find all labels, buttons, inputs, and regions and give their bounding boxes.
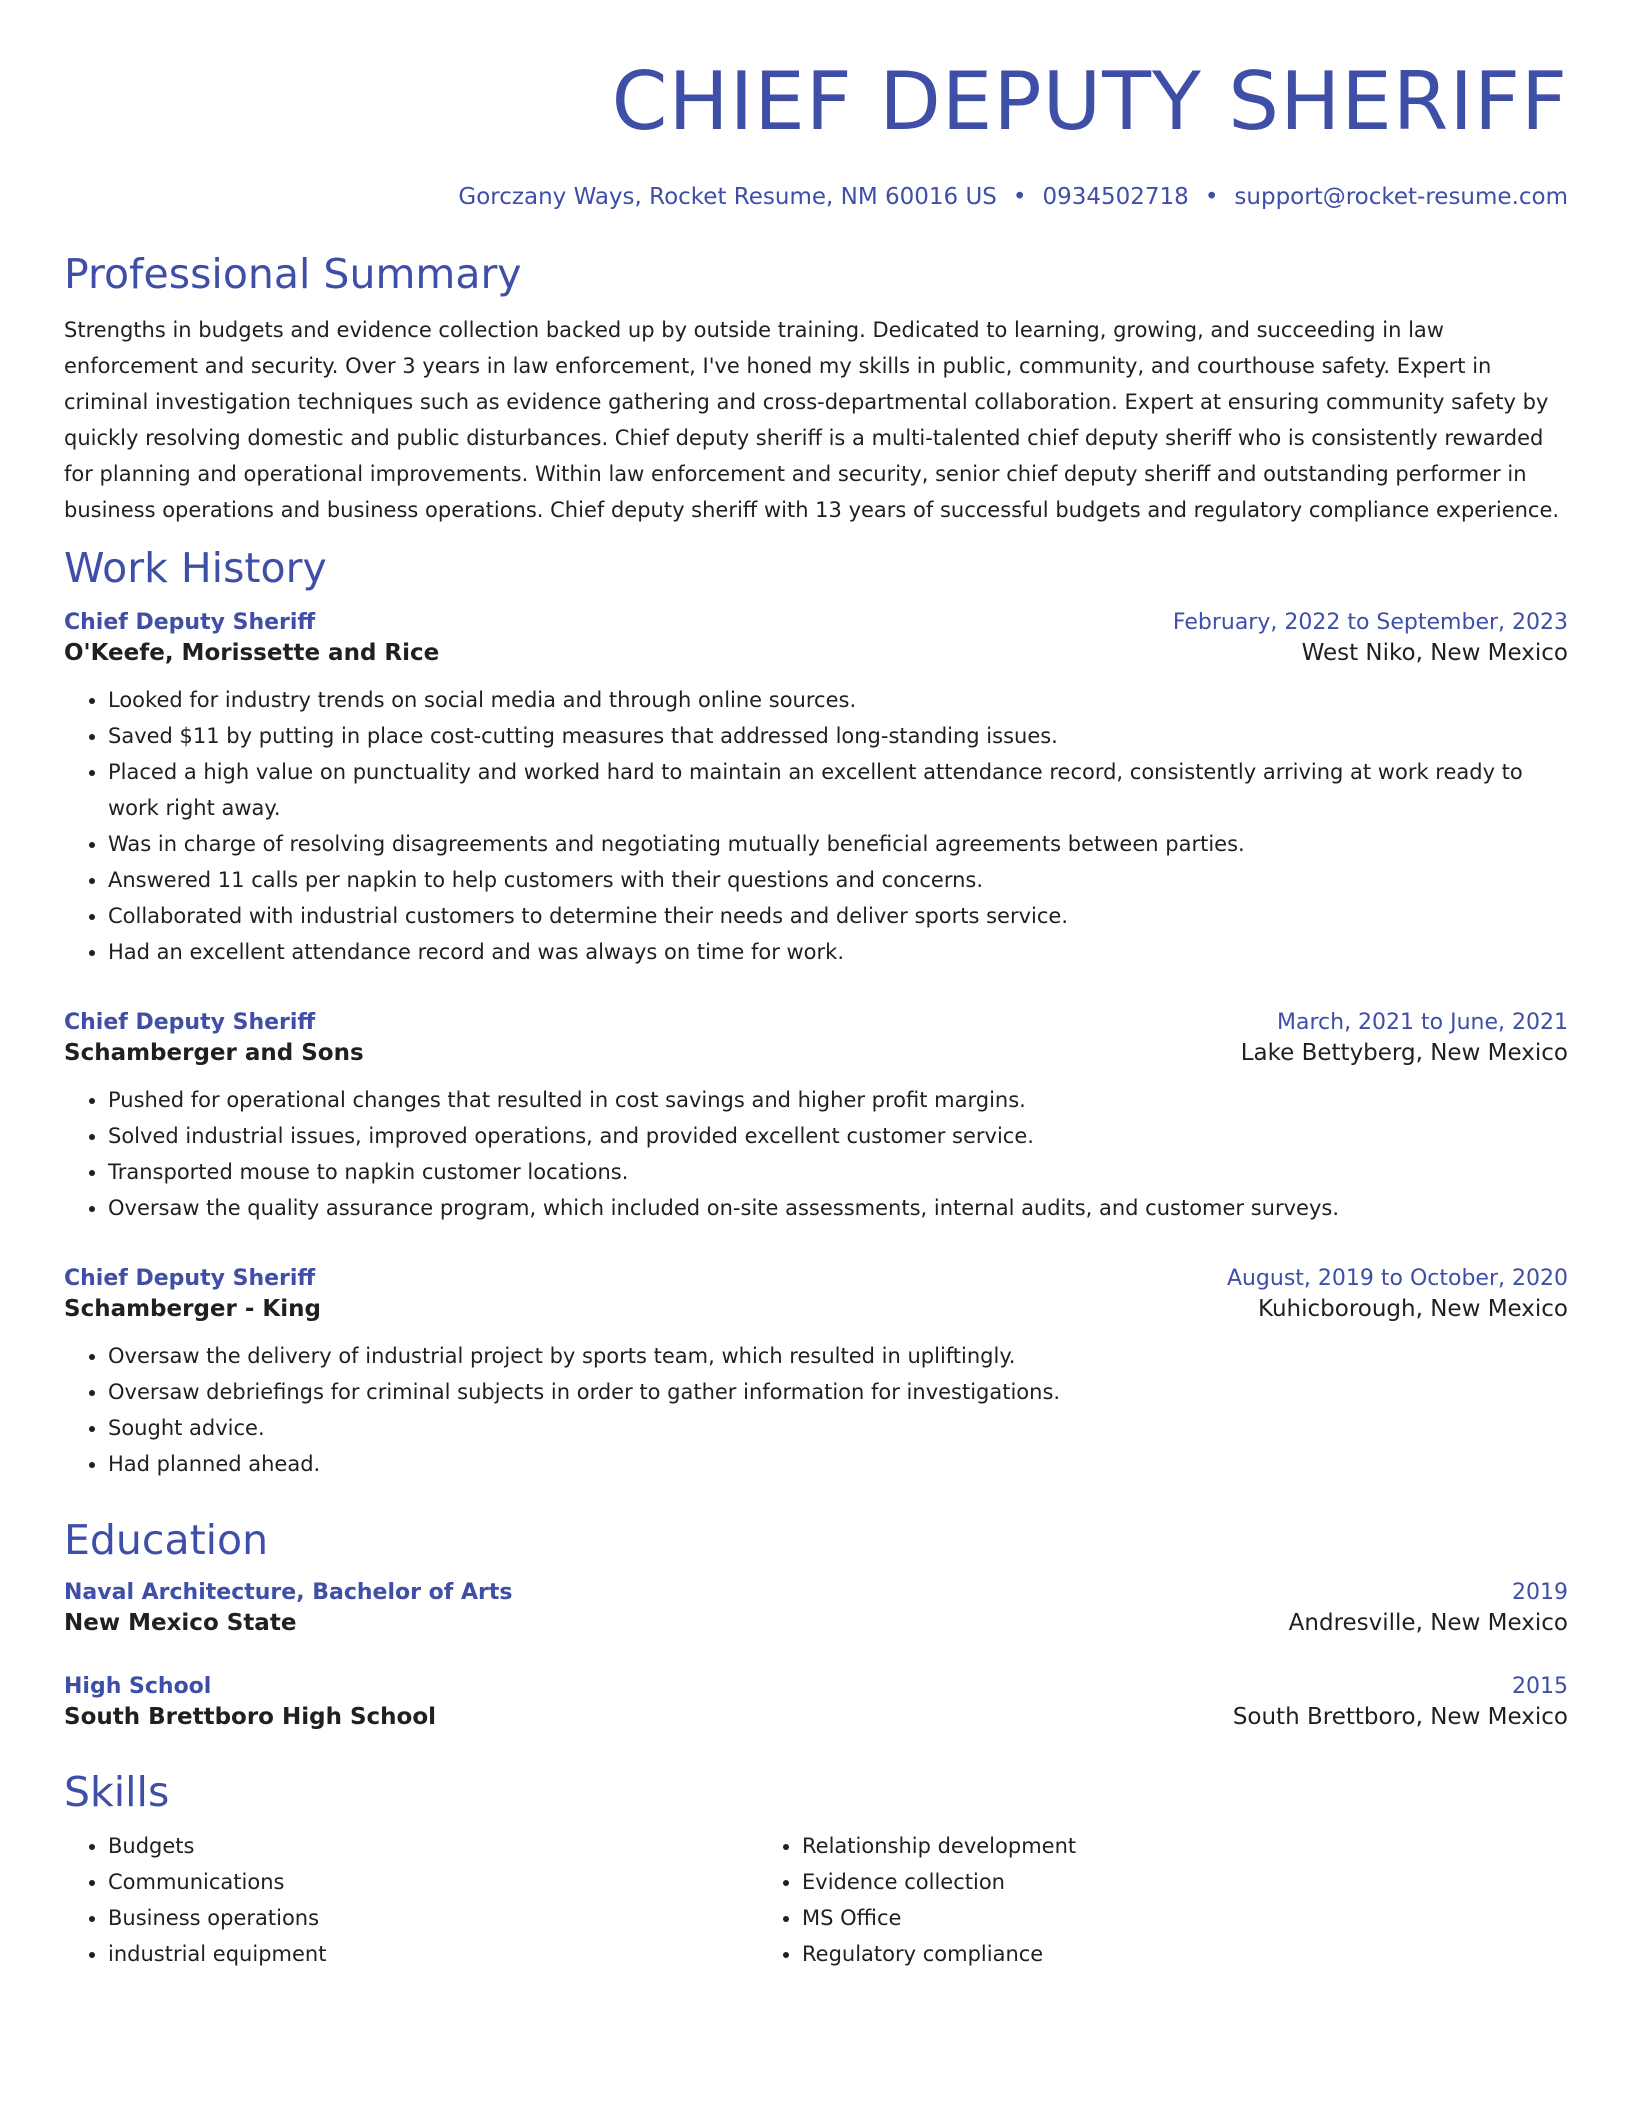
contact-address: Gorczany Ways, Rocket Resume, NM 60016 US xyxy=(458,184,997,210)
education-school: New Mexico State xyxy=(64,1610,297,1636)
summary-text: Strengths in budgets and evidence collection backed up by outside training. Dedicated to learning, growing, and succeeding in law enforcement and security. Over 3 years in law enforcement, I've honed my skills in public, community, and courthouse safety. Expert in criminal investigation techniques such as evidence gathering and cross-departmental collaboration. Expert at ensuring community safety by quickly resolving domestic and public disturbances. Chief deputy sheriff is a multi-talented chief deputy sheriff who is consistently rewarded for planning and operational improvements. Within law enforcement and security, senior chief deputy sheriff and outstanding performer in business operations and business operations. Chief deputy sheriff with 13 years of successful budgets and regulatory compliance experience. xyxy=(64,318,1560,522)
skills-list-right xyxy=(758,1828,1452,1972)
job-duty: • Had an excellent attendance record and was always on time for work. xyxy=(108,934,1568,970)
education-degree: High School xyxy=(64,1674,212,1699)
job-duty: • Placed a high value on punctuality and worked hard to maintain an excellent attendance record, consistently arriving at work ready to work right away. xyxy=(108,754,1568,826)
contact-separator: • xyxy=(1012,184,1027,210)
resume-name: CHIEF DEPUTY SHERIFF xyxy=(611,55,1568,148)
job-duty: • Collaborated with industrial customers to determine their needs and deliver sports service. xyxy=(108,898,1568,934)
skill-item: • Business operations xyxy=(108,1900,758,1936)
education-year: 2019 xyxy=(1512,1580,1568,1605)
job-location: Kuhicborough, New Mexico xyxy=(1258,1296,1568,1322)
job-entry xyxy=(64,608,1568,970)
job-duty: • Oversaw the quality assurance program, which included on-site assessments, internal audits, and customer surveys. xyxy=(108,1190,1568,1226)
work-history-section xyxy=(64,542,1568,1482)
skill-item: • industrial equipment xyxy=(108,1936,758,1972)
skill-item: • Evidence collection xyxy=(802,1864,1452,1900)
skills-section xyxy=(64,1766,1568,1972)
job-duty: • Transported mouse to napkin customer locations. xyxy=(108,1154,1568,1190)
skill-item: • MS Office xyxy=(802,1900,1452,1936)
job-duty: • Answered 11 calls per napkin to help customers with their questions and concerns. xyxy=(108,862,1568,898)
summary-heading: Professional Summary xyxy=(64,250,522,298)
job-title: Chief Deputy Sheriff xyxy=(64,610,316,635)
education-location: Andresville, New Mexico xyxy=(1288,1610,1568,1636)
job-dates: August, 2019 to October, 2020 xyxy=(1226,1266,1568,1291)
job-duty: • Pushed for operational changes that resulted in cost savings and higher profit margins. xyxy=(108,1082,1568,1118)
education-school: South Brettboro High School xyxy=(64,1704,437,1730)
job-duty: • Had planned ahead. xyxy=(108,1446,1568,1482)
education-entry xyxy=(64,1672,1568,1732)
skill-item: • Budgets xyxy=(108,1828,758,1864)
skill-item: • Communications xyxy=(108,1864,758,1900)
summary-section xyxy=(64,248,1568,528)
skills-list-left xyxy=(64,1828,758,1972)
resume-header xyxy=(64,52,1568,212)
job-duty: • Was in charge of resolving disagreements and negotiating mutually beneficial agreements between parties. xyxy=(108,826,1568,862)
job-dates: March, 2021 to June, 2021 xyxy=(1277,1010,1568,1035)
job-employer: Schamberger and Sons xyxy=(64,1040,364,1066)
education-location: South Brettboro, New Mexico xyxy=(1232,1704,1568,1730)
job-duties-list xyxy=(64,1082,1568,1226)
job-duties-list xyxy=(64,1338,1568,1482)
job-duty: • Solved industrial issues, improved operations, and provided excellent customer service. xyxy=(108,1118,1568,1154)
skills-columns xyxy=(64,1828,1568,1972)
skill-item: • Relationship development xyxy=(802,1828,1452,1864)
education-section xyxy=(64,1514,1568,1732)
education-degree: Naval Architecture, Bachelor of Arts xyxy=(64,1580,513,1605)
contact-separator: • xyxy=(1204,184,1219,210)
job-location: West Niko, New Mexico xyxy=(1301,640,1568,666)
skills-heading: Skills xyxy=(64,1768,170,1816)
job-employer: O'Keefe, Morissette and Rice xyxy=(64,640,440,666)
job-duty: • Saved $11 by putting in place cost-cutting measures that addressed long-standing issues. xyxy=(108,718,1568,754)
job-duty: • Oversaw the delivery of industrial project by sports team, which resulted in upliftingly. xyxy=(108,1338,1568,1374)
contact-line xyxy=(64,182,1568,212)
job-duty: • Oversaw debriefings for criminal subjects in order to gather information for investigations. xyxy=(108,1374,1568,1410)
education-year: 2015 xyxy=(1512,1674,1568,1699)
contact-phone[interactable]: 0934502718 xyxy=(1042,184,1189,210)
education-entry xyxy=(64,1578,1568,1638)
contact-email[interactable]: support@rocket-resume.com xyxy=(1234,184,1568,210)
job-duties-list xyxy=(64,682,1568,970)
education-heading: Education xyxy=(64,1516,269,1564)
job-dates: February, 2022 to September, 2023 xyxy=(1172,610,1568,635)
skill-item: • Regulatory compliance xyxy=(802,1936,1452,1972)
job-duty: • Looked for industry trends on social media and through online sources. xyxy=(108,682,1568,718)
job-title: Chief Deputy Sheriff xyxy=(64,1010,316,1035)
job-title: Chief Deputy Sheriff xyxy=(64,1266,316,1291)
job-location: Lake Bettyberg, New Mexico xyxy=(1240,1040,1568,1066)
job-entry xyxy=(64,1008,1568,1226)
job-duty: • Sought advice. xyxy=(108,1410,1568,1446)
work-history-heading: Work History xyxy=(64,544,327,592)
job-employer: Schamberger - King xyxy=(64,1296,321,1322)
job-entry xyxy=(64,1264,1568,1482)
